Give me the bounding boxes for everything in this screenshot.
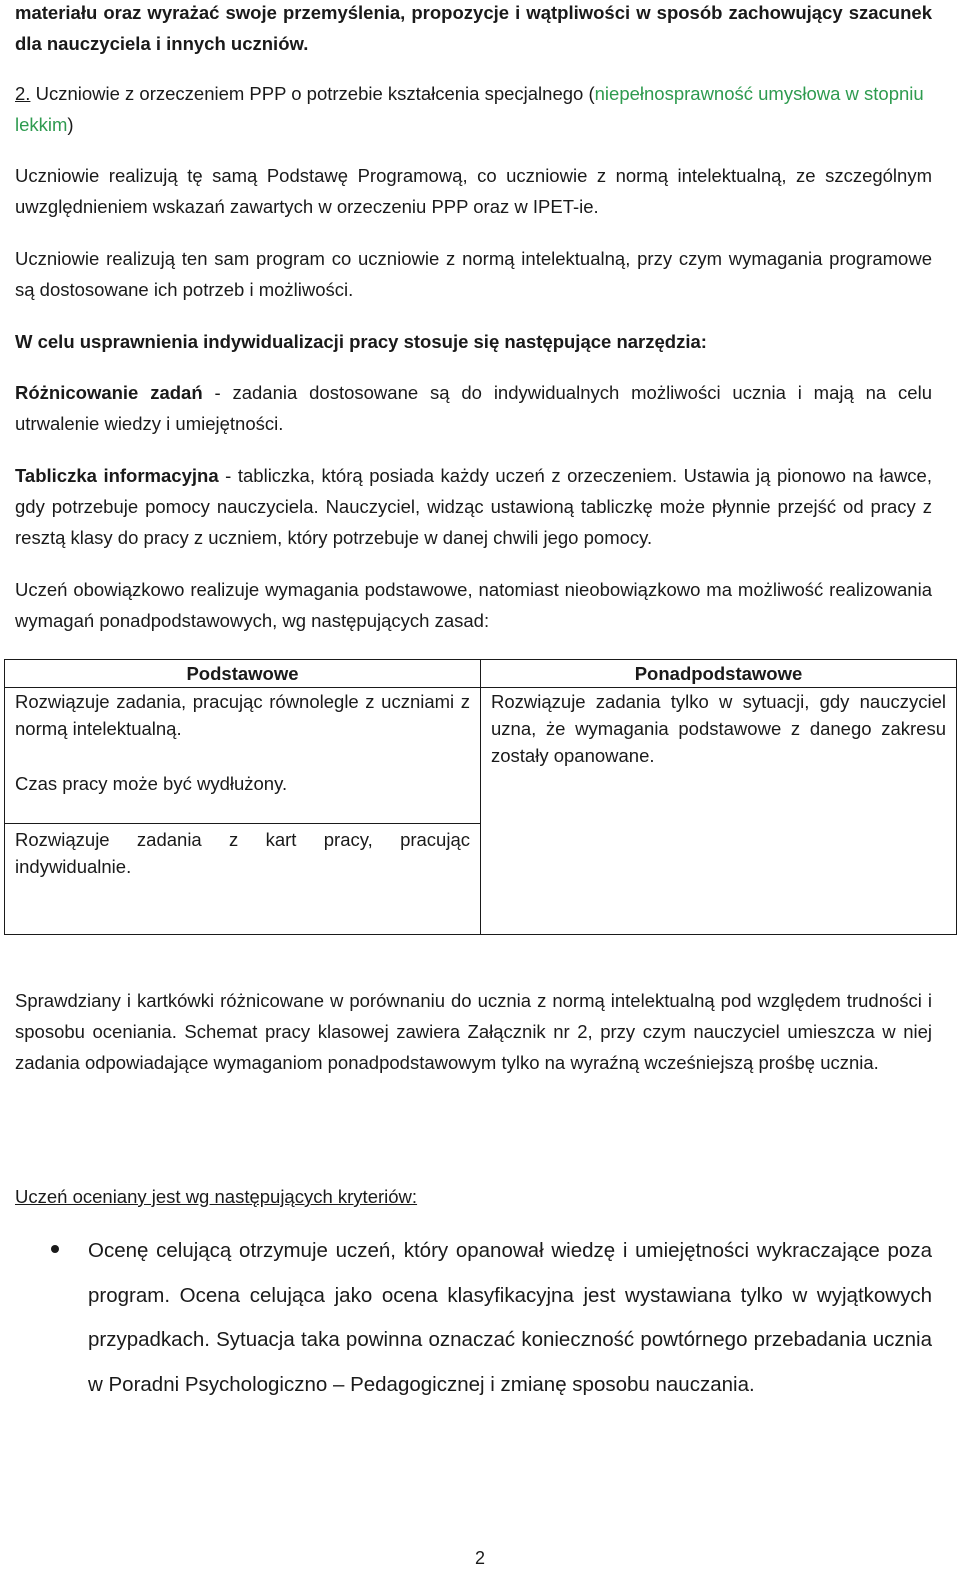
header-advanced: Ponadpodstawowe: [481, 660, 957, 688]
cell-advanced-1: [481, 688, 957, 935]
section-title-highlight: niepełnosprawność umysłowa w stopniu lekkim: [15, 83, 924, 135]
advanced-condition: Rozwiązuje zadania tylko w sytuacji, gdy nauczyciel uzna, że wymagania podstawowe z danego zakresu zostały opanowane.: [491, 691, 946, 766]
requirements-table: [4, 659, 957, 935]
criteria-list: [15, 1229, 932, 1407]
cell-basic-1: [5, 688, 481, 824]
section-title-end: ): [67, 114, 74, 135]
section-heading: [15, 78, 932, 140]
criteria-text: Ocenę celującą otrzymuje uczeń, który opanował wiedzę i umiejętności wykraczające poza program. Ocena celująca jako ocena klasyfikacyjna jest wystawiana tylko w wyjątkowych przypadkach. Sytuacja taka powinna oznaczać konieczność powtórnego przebadania ucznia w Poradni Psychologiczno – Pedagogicznej i zmianę sposobu nauczania.: [88, 1239, 932, 1396]
bullet-icon: [51, 1245, 59, 1253]
paragraph-info-sign: [15, 460, 932, 553]
basic-worksheets: Rozwiązuje zadania z kart pracy, pracując indywidualnie.: [15, 829, 470, 877]
table-row: [5, 688, 957, 824]
tools-heading: W celu usprawnienia indywidualizacji pracy stosuje się następujące narzędzia:: [15, 331, 707, 352]
paragraph-task-differentiation: [15, 377, 932, 439]
cell-basic-2: [5, 824, 481, 935]
list-item: [15, 1229, 932, 1407]
paragraph-requirements: Uczeń obowiązkowo realizuje wymagania podstawowe, natomiast nieobowiązkowo ma możliwość realizowania wymagań ponadpodstawowych, wg następujących zasad:: [15, 579, 932, 631]
paragraph-core-curriculum: Uczniowie realizują tę samą Podstawę Programową, co uczniowie z normą intelektualną, ze szczególnym uwzględnieniem wskazań zawartych w orzeczeniu PPP oraz w IPET-ie.: [15, 165, 932, 217]
task-differentiation-term: Różnicowanie zadań: [15, 382, 203, 403]
basic-parallel-work: Rozwiązuje zadania, pracując równolegle z uczniami z normą intelektualną.: [15, 691, 470, 739]
info-sign-text: - tabliczka, którą posiada każdy uczeń z orzeczeniem. Ustawia ją pionowo na ławce, gdy potrzebuje pomocy nauczyciela. Nauczyciel, widząc ustawioną tabliczkę może płynnie przejść od pracy z resztą klasy do pracy z uczniem, który potrzebuje w danej chwili jego pomocy.: [15, 465, 932, 548]
basic-extended-time: Czas pracy może być wydłużony.: [15, 773, 288, 794]
criteria-heading: Uczeń oceniany jest wg następujących kryteriów:: [15, 1186, 418, 1207]
intro-paragraph: materiału oraz wyrażać swoje przemyślenia, propozycje i wątpliwości w sposób zachowujący szacunek dla nauczyciela i innych uczniów.: [15, 2, 932, 54]
paragraph-tests: Sprawdziany i kartkówki różnicowane w porównaniu do ucznia z normą intelektualną pod względem trudności i sposobu oceniania. Schemat pracy klasowej zawiera Załącznik nr 2, przy czym nauczyciel umieszcza w niej zadania odpowiadające wymaganiom ponadpodstawowym tylko na wyraźną wcześniejszą prośbę ucznia.: [15, 990, 932, 1073]
page-number: 2: [474, 1548, 485, 1568]
task-differentiation-text: - zadania dostosowane są do indywidualnych możliwości ucznia i mają na celu utrwalenie wiedzy i umiejętności.: [15, 382, 932, 434]
info-sign-term: Tabliczka informacyjna: [15, 465, 219, 486]
table-header-row: [5, 660, 957, 688]
section-title-start: Uczniowie z orzeczeniem PPP o potrzebie kształcenia specjalnego (: [30, 83, 595, 104]
section-number: 2.: [15, 83, 31, 104]
header-basic: Podstawowe: [5, 660, 481, 688]
paragraph-program: Uczniowie realizują ten sam program co uczniowie z normą intelektualną, przy czym wymagania programowe są dostosowane ich potrzeb i możliwości.: [15, 248, 932, 300]
